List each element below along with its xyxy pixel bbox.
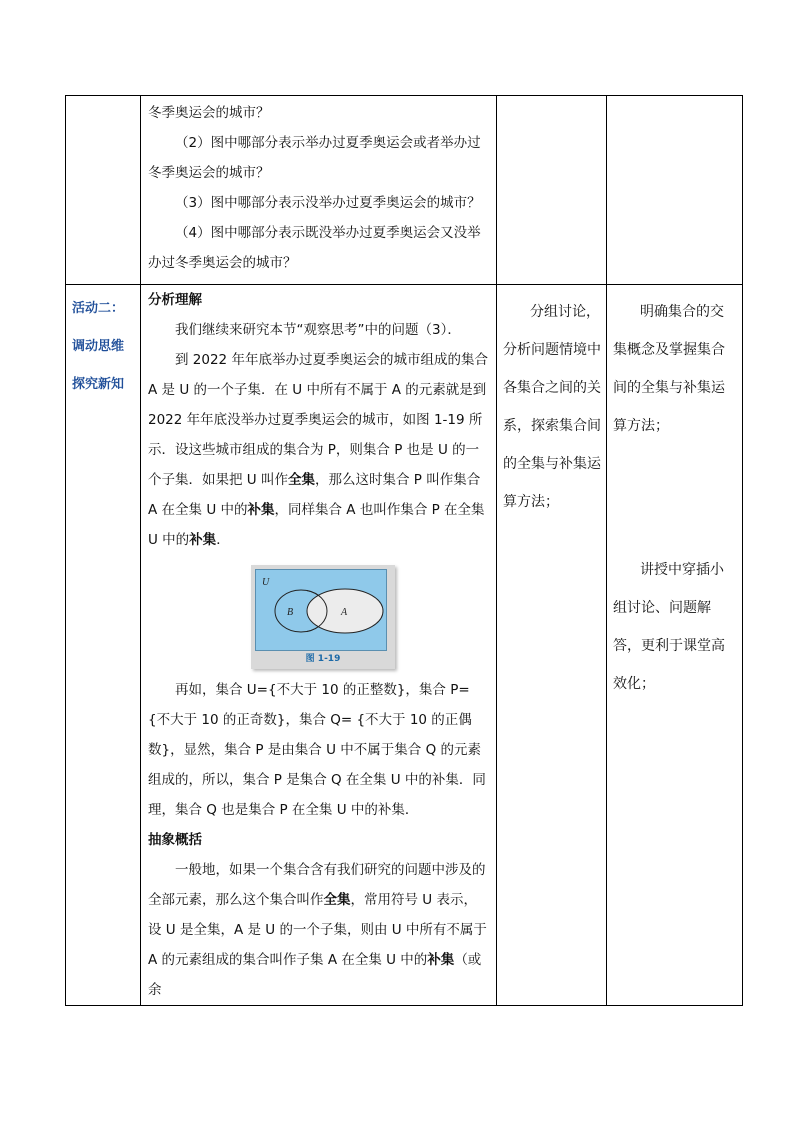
question-line: （4）图中哪部分表示既没举办过夏季奥运会又没举 xyxy=(175,225,481,241)
table-row xyxy=(66,96,743,285)
section-heading-abstract: 抽象概括 xyxy=(148,832,202,848)
student-activity-text: 分组讨论，分析问题情境中各集合之间的关系，探索集合间的全集与补集运算方法； xyxy=(503,304,601,510)
design-intent-cell xyxy=(607,285,743,1006)
design-intent-cell-empty xyxy=(607,96,743,285)
section-heading-analysis: 分析理解 xyxy=(148,292,202,308)
question-line: （2）图中哪部分表示举办过夏季奥运会或者举办过 xyxy=(175,135,481,151)
venn-diagram xyxy=(255,569,387,651)
paragraph-text: 一般地，如果一个集合含有我们研究的问题中涉及的全部元素，那么这个集合叫作 xyxy=(148,862,486,908)
paragraph-text: ，同样集合 A 也叫作集合 P 在全集 U 中的 xyxy=(148,502,485,548)
question-line: 冬季奥运会的城市？ xyxy=(148,165,270,181)
venn-diagram-figure xyxy=(251,565,395,669)
keyword-complement: 补集 xyxy=(189,532,217,548)
figure-caption: 图 1-19 xyxy=(305,654,341,664)
activity-label-cell xyxy=(66,285,141,1006)
keyword-universal-set: 全集 xyxy=(287,472,315,488)
label-u: U xyxy=(262,577,270,588)
activity-label-line: 探究新知 xyxy=(72,377,125,392)
keyword-complement: 补集 xyxy=(247,502,275,518)
design-intent-text: 讲授中穿插小组讨论、问题解答，更利于课堂高效化； xyxy=(613,562,725,692)
paragraph xyxy=(148,345,490,555)
main-content-cell xyxy=(141,285,497,1006)
keyword-universal-set: 全集 xyxy=(323,892,351,908)
label-b: B xyxy=(287,607,294,618)
label-a: A xyxy=(341,607,348,618)
paragraph-text: ，常用符号 U 表示，设 U 是全集，A 是 U 的一个子集，则由 U 中所有不属于 A 的元素组成的集合叫作子集 A 在全集 U 中的 xyxy=(148,892,487,968)
paragraph: 再如，集合 U={不大于 10 的正整数}，集合 P={不大于 10 的正奇数}，集合 Q= {不大于 10 的正偶数}，显然，集合 P 是由集合 U 中不属于集合 Q 的元素组成的，所以，集合 P 是集合 Q 在全集 U 中的补集．同理，集合 Q 也是集合 P 在全集 U 中的补集． xyxy=(148,682,486,818)
question-cell xyxy=(141,96,497,285)
paragraph: 我们继续来研究本节“观察思考”中的问题（3）． xyxy=(175,322,461,338)
question-line: 冬季奥运会的城市？ xyxy=(148,105,270,121)
activity-label-line: 调动思维 xyxy=(72,339,125,354)
paragraph-text: ，那么这时集合 P 叫作集合 A 在全集 U 中的 xyxy=(148,472,481,518)
paragraph-text: ． xyxy=(216,532,230,548)
student-activity-cell xyxy=(497,285,607,1006)
lesson-plan-table xyxy=(65,95,743,1006)
activity-cell-empty xyxy=(66,96,141,285)
paragraph-text: 到 2022 年年底举办过夏季奥运会的城市组成的集合 A 是 U 的一个子集．在 U 中所有不属于 A 的元素就是到 2022 年年底没举办过夏季奥运会的城市，如图 1-19 所示．设这些城市组成的集合为 P，则集合 P 也是 U 的一个子集．如果把 U 叫作 xyxy=(148,352,488,488)
question-line: （3）图中哪部分表示没举办过夏季奥运会的城市？ xyxy=(175,195,481,211)
paragraph xyxy=(148,855,490,1005)
question-line: 办过冬季奥运会的城市？ xyxy=(148,255,297,271)
activity-label-line: 活动二： xyxy=(72,301,125,316)
keyword-complement: 补集 xyxy=(427,952,455,968)
table-row xyxy=(66,285,743,1006)
student-activity-cell-empty xyxy=(497,96,607,285)
design-intent-text: 明确集合的交集概念及掌握集合间的全集与补集运算方法； xyxy=(613,304,725,434)
paragraph-text: （或余 xyxy=(148,952,482,998)
